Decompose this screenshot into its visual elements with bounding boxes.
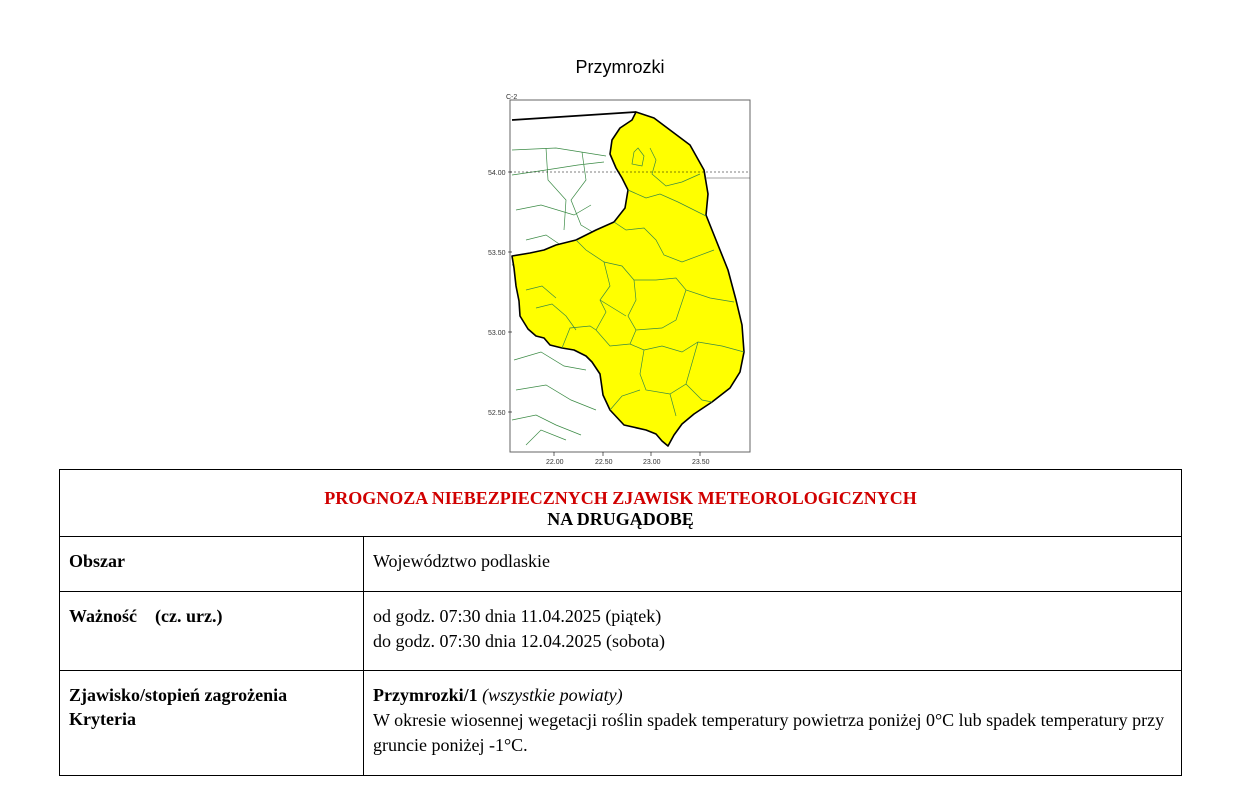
header-subtitle: NA DRUGĄDOBĘ: [547, 509, 694, 529]
phenomenon-label-line1: Zjawisko/stopień zagrożenia: [69, 685, 288, 705]
validity-label-suffix: (cz. urz.): [155, 606, 223, 626]
lat-ticks: [488, 170, 512, 417]
lon-tick-label: 22.50: [595, 459, 613, 466]
table-row-validity: [60, 592, 1182, 671]
phenomenon-name: Przymrozki/1: [373, 685, 478, 705]
lon-ticks: [546, 452, 710, 466]
phenomenon-value: [364, 671, 1182, 776]
lat-tick-label: 53.50: [488, 250, 506, 257]
lat-tick-label: 52.50: [488, 410, 506, 417]
lon-tick-label: 23.50: [692, 459, 710, 466]
validity-to: do godz. 07:30 dnia 12.04.2025 (sobota): [373, 631, 665, 651]
warning-map: [486, 90, 758, 468]
validity-value: [364, 592, 1182, 671]
area-value: Województwo podlaskie: [364, 537, 1182, 592]
map-corner-label: C-2: [506, 94, 518, 101]
warning-table: [59, 469, 1182, 776]
figure-title: Przymrozki: [575, 57, 665, 77]
validity-label-main: Ważność: [69, 606, 138, 626]
lat-tick-label: 54.00: [488, 170, 506, 177]
table-row-phenomenon: [60, 671, 1182, 776]
header-title: PROGNOZA NIEBEZPIECZNYCH ZJAWISK METEOROLOGICZNYCH: [324, 488, 917, 508]
validity-from: od godz. 07:30 dnia 11.04.2025 (piątek): [373, 606, 662, 626]
phenomenon-criteria: W okresie wiosennej wegetacji roślin spadek temperatury powietrza poniżej 0°C lub spadek temperatury przy gruncie poniżej -1°C.: [373, 710, 1165, 755]
phenomenon-label: [60, 671, 364, 776]
validity-label: [60, 592, 364, 671]
lon-tick-label: 23.00: [643, 459, 661, 466]
phenomenon-label-line2: Kryteria: [69, 709, 136, 729]
lon-tick-label: 22.00: [546, 459, 564, 466]
table-header: [60, 470, 1182, 537]
area-label: Obszar: [60, 537, 364, 592]
lat-tick-label: 53.00: [488, 330, 506, 337]
phenomenon-scope: (wszystkie powiaty): [482, 685, 623, 705]
table-row-area: [60, 537, 1182, 592]
